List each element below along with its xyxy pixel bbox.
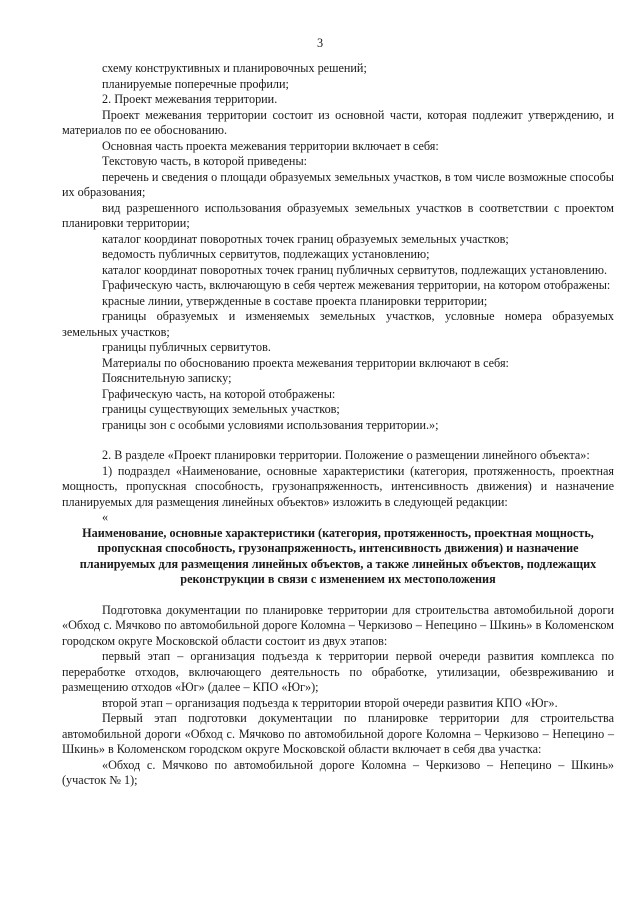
opening-quote-mark: « — [102, 510, 109, 524]
paragraph: границы публичных сервитутов. — [102, 340, 271, 354]
section-heading: Наименование, основные характеристики (категория, протяженность, проектная мощность, пропускная способность, грузонапряженность, интенсивность движения) и назначение планируемых для размещения линейных объектов, а также линейных объектов, подлежащих реконструкции в связи с изменением их местоположения — [79, 525, 597, 586]
paragraph: Основная часть проекта межевания территории включает в себя: — [102, 138, 439, 153]
paragraph: схему конструктивных и планировочных решений; — [102, 61, 367, 75]
paragraph: Первый этап подготовки документации по планировке территории для строительства автомобильной дороги «Обход с. Мячково по автомобильной дороге Коломна – Черкизово – Непецино – Шкинь» в Коломенском городском округе Московской области включает в себя два участка: — [62, 711, 614, 756]
paragraph: Графическую часть, на которой отображены: — [102, 386, 336, 401]
paragraph: границы образуемых и изменяемых земельных участков, условные номера образуемых земельных участков; — [62, 309, 614, 339]
paragraph: 2. Проект межевания территории. — [102, 92, 278, 106]
paragraph: границы существующих земельных участков; — [102, 402, 340, 416]
paragraph: границы зон с особыми условиями использования территории.»; — [102, 417, 439, 432]
paragraph: Графическую часть, включающую в себя чертеж межевания территории, на котором отображены: — [102, 278, 611, 292]
paragraph: вид разрешенного использования образуемых земельных участков в соответствии с проектом планировки территории; — [62, 200, 614, 230]
document-body — [62, 61, 614, 789]
paragraph: перечень и сведения о площади образуемых земельных участков, в том числе возможные способы их образования; — [62, 169, 614, 199]
paragraph: Проект межевания территории состоит из основной части, которая подлежит утверждению, и материалов по ее обоснованию. — [62, 107, 614, 137]
paragraph: 2. В разделе «Проект планировки территории. Положение о размещении линейного объекта»: — [102, 448, 590, 462]
paragraph: Пояснительную записку; — [102, 371, 232, 385]
paragraph: Текстовую часть, в которой приведены: — [102, 154, 308, 168]
paragraph: планируемые поперечные профили; — [102, 76, 289, 91]
paragraph: каталог координат поворотных точек границ образуемых земельных участков; — [102, 231, 509, 246]
paragraph: Подготовка документации по планировке территории для строительства автомобильной дороги «Обход с. Мячково по автомобильной дороге Коломна – Черкизово – Непецино – Шкинь» в Коломенском городском округе Московской области состоит из двух этапов: — [62, 602, 614, 648]
paragraph: второй этап – организация подъезда к территории второй очереди развития КПО «Юг». — [102, 695, 558, 710]
paragraph: Материалы по обоснованию проекта межевания территории включают в себя: — [102, 355, 509, 370]
paragraph: 1) подраздел «Наименование, основные характеристики (категория, протяженность, проектная мощность, пропускная способность, грузонапряженность, интенсивность движения) и назначение планируемых для размещения линейных объектов» изложить в следующей редакции: — [62, 463, 614, 509]
paragraph: «Обход с. Мячково по автомобильной дороге Коломна – Черкизово – Непецино – Шкинь» (участок № 1); — [62, 757, 614, 787]
paragraph: первый этап – организация подъезда к территории первой очереди развития комплекса по переработке отходов, включающего деятельность по обработке, утилизации, обезвреживанию и размещению отходов «Юг» (далее – КПО «Юг»); — [62, 649, 614, 694]
page-number: 3 — [316, 36, 324, 50]
paragraph: ведомость публичных сервитутов, подлежащих установлению; — [102, 247, 430, 261]
paragraph: каталог координат поворотных точек границ публичных сервитутов, подлежащих установлению. — [102, 262, 608, 277]
paragraph: красные линии, утвержденные в составе проекта планировки территории; — [102, 293, 488, 308]
